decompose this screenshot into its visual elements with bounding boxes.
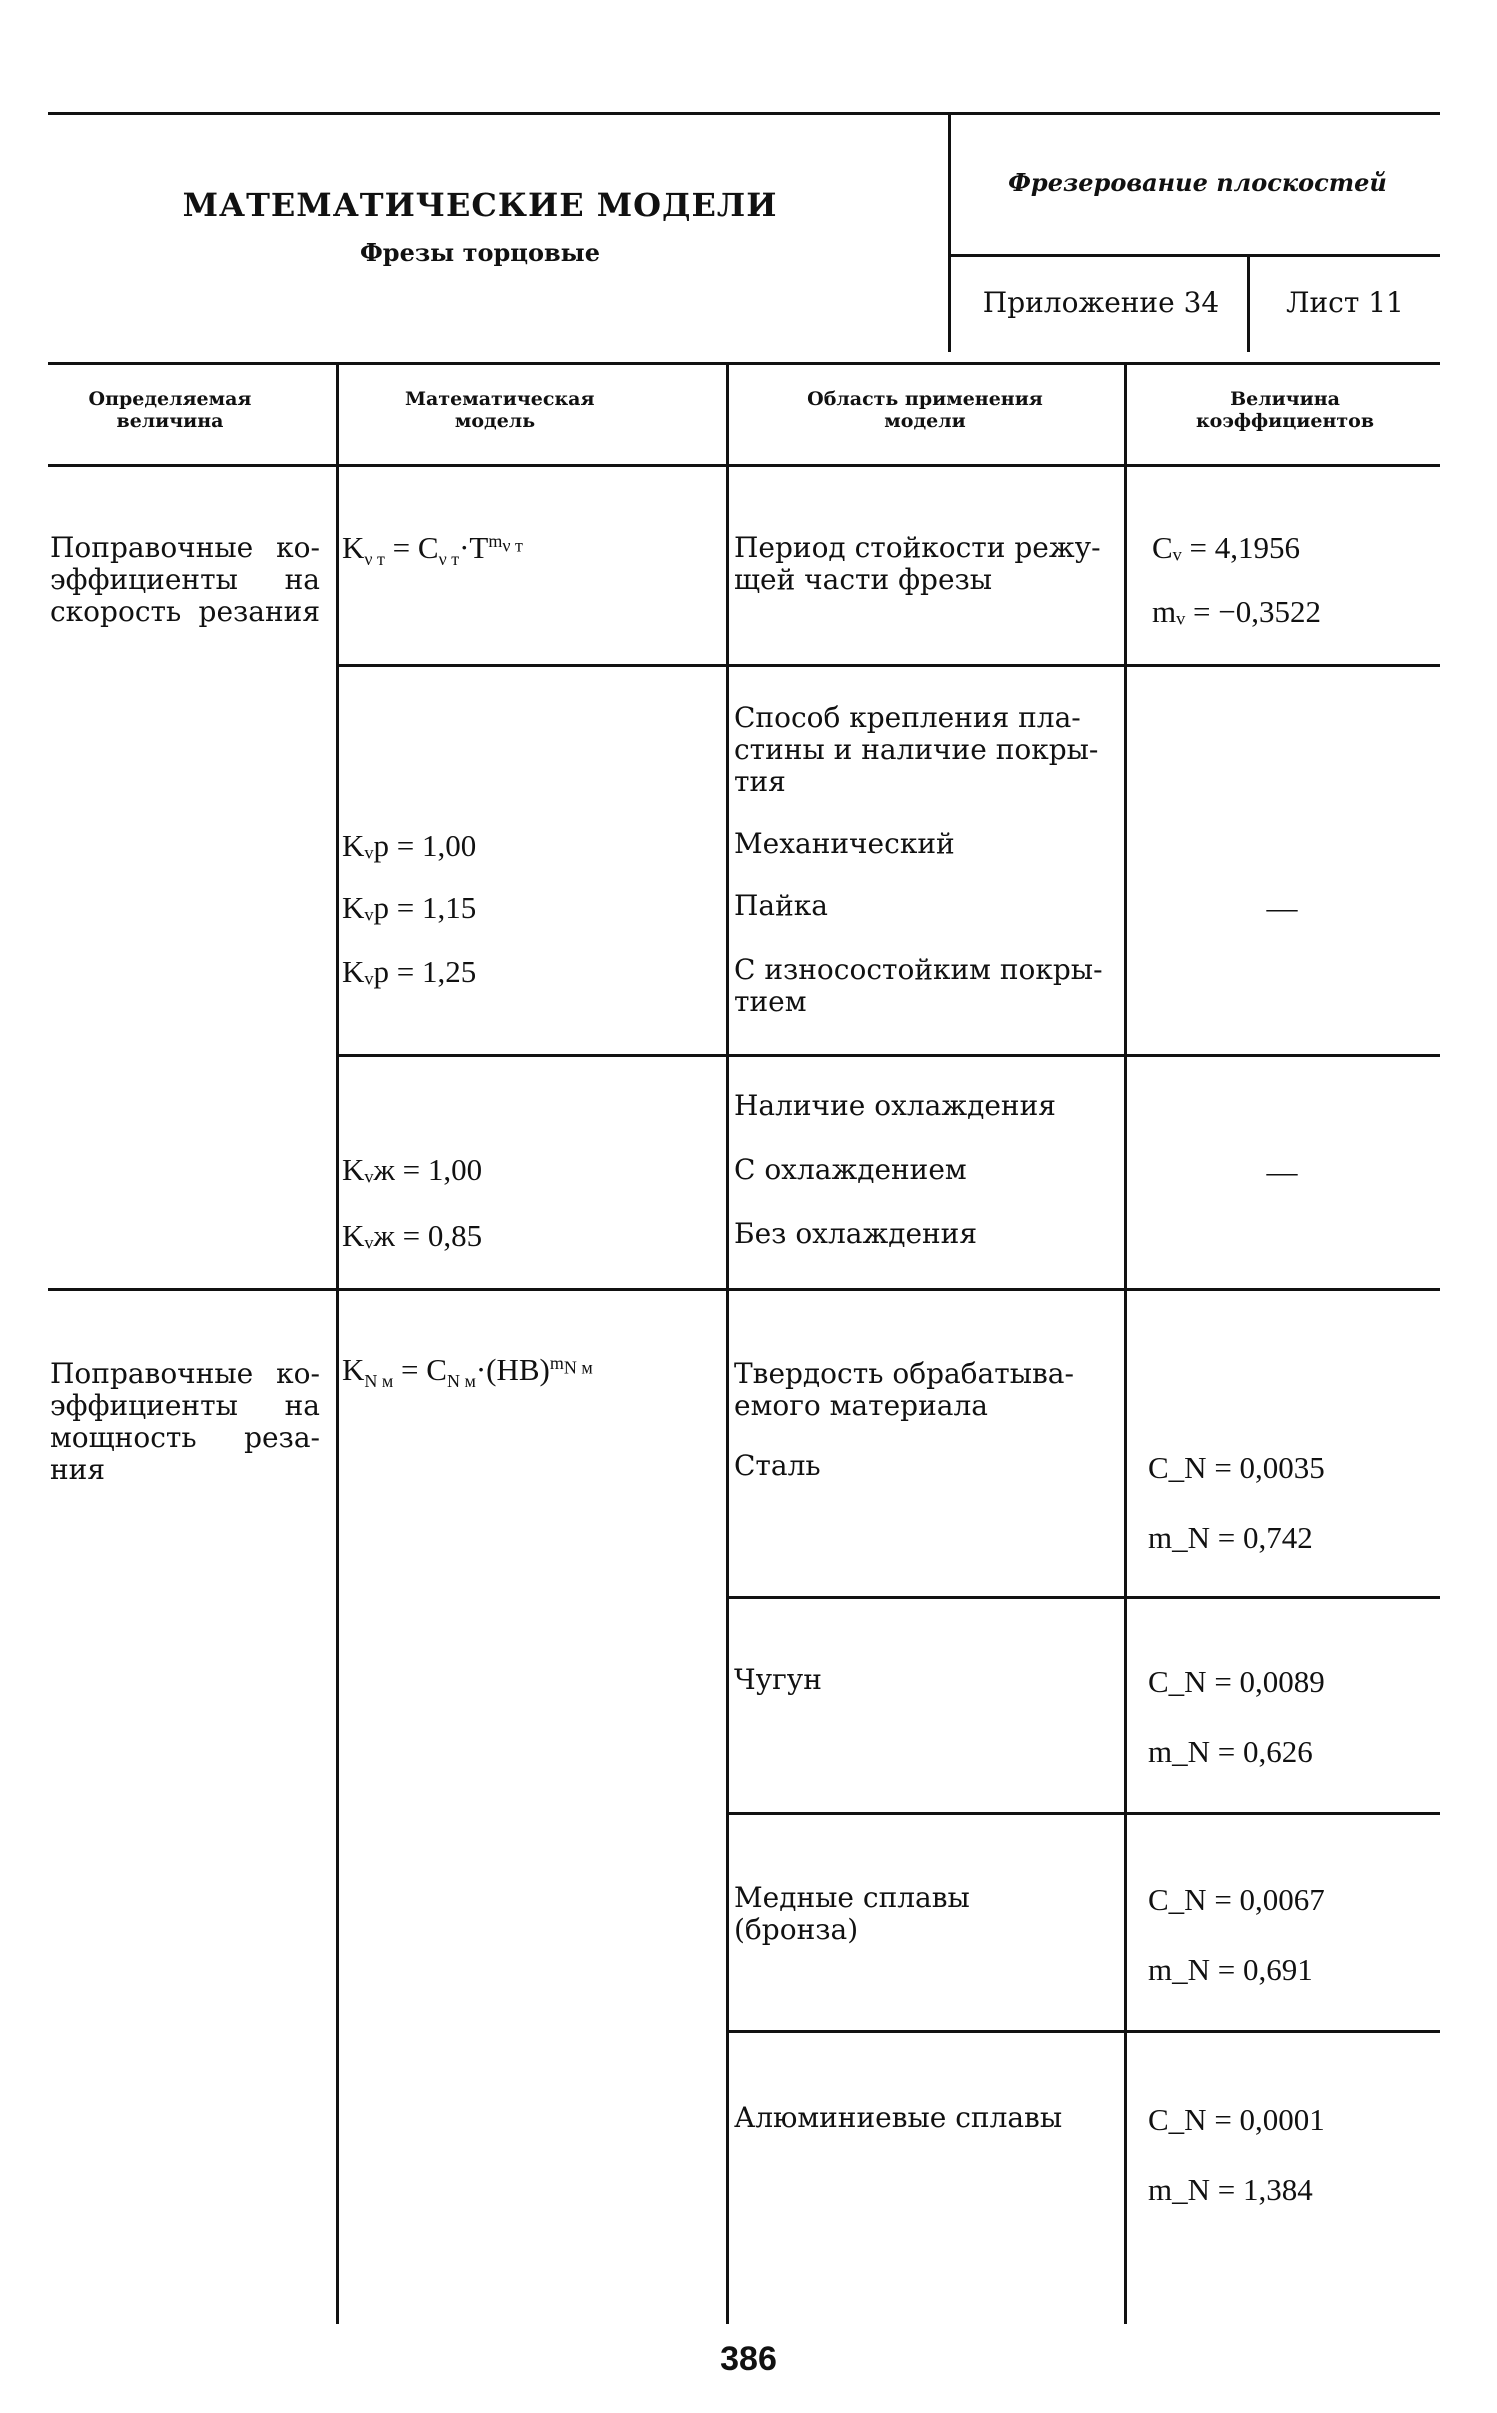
area-mechanical: Механический: [734, 827, 955, 860]
material-copper: [734, 1882, 1104, 1946]
appendix-label: Приложение 34: [982, 286, 1220, 319]
coef-dash: —: [1266, 890, 1298, 925]
area-line: Способ крепления пла-: [734, 701, 1081, 734]
column-header-quantity: Определяемая величина: [88, 388, 252, 432]
page-subtitle: Фрезы торцовые: [360, 238, 600, 267]
column-header-area: Область применения модели: [807, 388, 1043, 432]
area-line: стины и наличие покры-: [734, 733, 1099, 766]
page-title: МАТЕМАТИЧЕСКИЕ МОДЕЛИ: [182, 186, 778, 224]
coef-mn-aluminium: m_N = 1,384: [1148, 2172, 1313, 2207]
coef-cn-steel: C_N = 0,0035: [1148, 1450, 1325, 1485]
area-line: Период стойкости режу-: [734, 531, 1101, 564]
model-kn: $K_{N м} = C_{N м}\cdot(HB)^{m_{N м}}$: [342, 1352, 593, 1392]
coef-cn-aluminium: C_N = 0,0001: [1148, 2102, 1325, 2137]
area-with-cooling: С охлаждением: [734, 1153, 967, 1186]
block1-label-line: скорость резания: [50, 595, 320, 628]
material-aluminium: Алюминиевые сплавы: [734, 2101, 1063, 2134]
section-name: Фрезерование плоскостей: [1008, 168, 1387, 197]
coef-dash: —: [1266, 1154, 1298, 1189]
column-header-coefficients: Величина коэффициентов: [1195, 388, 1375, 432]
block2-label-line: эффициенты на: [50, 1389, 320, 1422]
model-kvt: $K_{\nu т} = C_{\nu т}\cdot T^{m_{\nu т}}$: [342, 530, 523, 570]
coef-cn-copper: C_N = 0,0067: [1148, 1882, 1325, 1917]
block2-label-line: Поправочные ко-: [50, 1357, 320, 1390]
model-kvp-1: Kᵥp = 1,00: [342, 828, 477, 863]
model-kvp-3: Kᵥp = 1,25: [342, 954, 477, 989]
block2-label-line: ния: [50, 1453, 105, 1486]
material-cast-iron: Чугун: [734, 1663, 822, 1696]
block2-label-line: мощность реза-: [50, 1421, 320, 1454]
coef-mn-steel: m_N = 0,742: [1148, 1520, 1313, 1555]
area-soldering: Пайка: [734, 889, 828, 922]
coef-cn-cast-iron: C_N = 0,0089: [1148, 1664, 1325, 1699]
area-line: тием: [734, 985, 807, 1018]
material-line: Медные сплавы: [734, 1881, 970, 1914]
area-fixing-heading: [734, 702, 1104, 798]
block1-label-line: Поправочные ко-: [50, 531, 320, 564]
area-tool-life: [734, 532, 1104, 596]
area-line: щей части фрезы: [734, 563, 993, 596]
column-header-model: Математическая модель: [405, 388, 595, 432]
area-line: Твердость обрабатыва-: [734, 1357, 1074, 1390]
model-kvp-2: Kᵥp = 1,15: [342, 890, 477, 925]
model-kvzh-2: Kᵥж = 0,85: [342, 1218, 483, 1253]
model-kvzh-1: Kᵥж = 1,00: [342, 1152, 483, 1187]
coef-cv: Cᵥ = 4,1956: [1152, 530, 1301, 565]
area-wear-coating: [734, 954, 1104, 1018]
area-line: емого материала: [734, 1389, 988, 1422]
area-cooling-heading: Наличие охлаждения: [734, 1089, 1056, 1122]
area-hardness-heading: [734, 1358, 1104, 1422]
sheet-label: Лист 11: [1286, 286, 1404, 319]
coef-mn-copper: m_N = 0,691: [1148, 1952, 1313, 1987]
block1-label-line: эффициенты на: [50, 563, 320, 596]
coef-mv: mᵥ = −0,3522: [1152, 594, 1321, 629]
material-line: (бронза): [734, 1913, 859, 1946]
block1-label: [50, 532, 320, 628]
area-line: тия: [734, 765, 786, 798]
block2-label: [50, 1358, 320, 1486]
coef-mn-cast-iron: m_N = 0,626: [1148, 1734, 1313, 1769]
material-steel: Сталь: [734, 1449, 821, 1482]
page-number: 386: [720, 2340, 777, 2378]
area-line: С износостойким покры-: [734, 953, 1103, 986]
area-without-cooling: Без охлаждения: [734, 1217, 978, 1250]
